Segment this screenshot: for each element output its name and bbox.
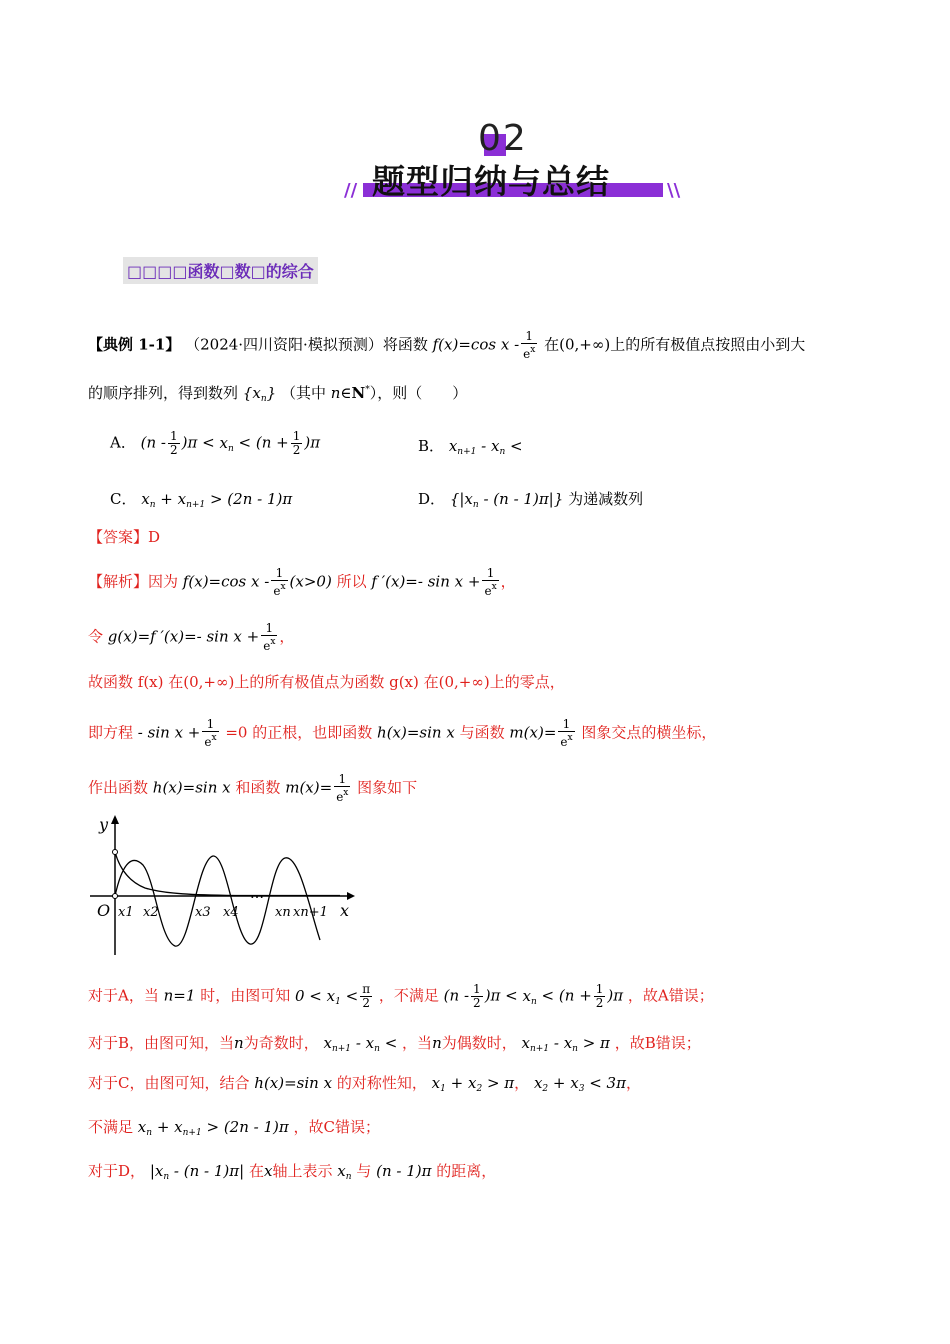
curve-h bbox=[115, 856, 320, 946]
frac-1-over-ex: $\frac{1}{e^x}$ bbox=[523, 329, 536, 361]
point-origin bbox=[113, 894, 118, 899]
y-axis-arrow bbox=[111, 815, 119, 824]
analysis-line-5: 作出函数 h(x)=sin x 和函数 m(x)= $\frac{1}{e^x}$ 图象如下 bbox=[88, 772, 418, 804]
example-source: （2024·四川资阳·模拟预测）将函数 bbox=[185, 335, 428, 354]
x-axis-label: x bbox=[340, 901, 350, 920]
option-d-tail: 为递减数列 bbox=[568, 490, 644, 508]
option-a-label: A． bbox=[110, 433, 136, 452]
ellipsis: … bbox=[250, 886, 264, 902]
section-heading: □□□□函数□数□的综合 bbox=[123, 257, 318, 284]
curve-m bbox=[115, 852, 340, 896]
point-m0 bbox=[113, 850, 118, 855]
label-x1: x1 bbox=[118, 905, 134, 920]
example-line-2 bbox=[88, 380, 467, 409]
option-a[interactable]: A． (n - $\frac{1}{2}$ )$\pi < x_n < (n$ + $\frac{1}{2}$ )π bbox=[110, 429, 321, 457]
label-x2: x2 bbox=[143, 905, 159, 920]
option-b-label: B． bbox=[418, 437, 445, 455]
section-number: 02 bbox=[478, 118, 528, 159]
function-graph bbox=[85, 810, 360, 960]
analysis-line-7: 对于B，由图可知，当n为奇数时， $x_{n+1} - x_n$ < ，当n为偶数时， $x_{n+1} - x_n > \pi$ ，故B错误； bbox=[88, 1034, 701, 1054]
example-after-func: 在(0,+∞)上的所有极值点按照由小到大 bbox=[544, 335, 806, 354]
example-tag: 【典例 1-1】 bbox=[88, 335, 181, 354]
label-xn1: xn+1 bbox=[293, 905, 328, 920]
example-line2-text: 的顺序排列，得到数列 bbox=[88, 384, 239, 402]
analysis-line-2: 令 g(x)=f ′(x)=- sin x + $\frac{1}{e^x}$ ， bbox=[88, 621, 295, 653]
analysis-line-4: 即方程 - sin x + $\frac{1}{e^x}$ =0 的正根，也即函数 h(x)=sin x 与函数 m(x)= $\frac{1}{e^x}$ 图象交点的横坐标， bbox=[88, 717, 717, 749]
option-b[interactable]: B． $x_{n+1} - x_n$ < bbox=[418, 437, 523, 457]
origin-label: O bbox=[97, 901, 111, 920]
label-x4: x4 bbox=[223, 905, 239, 920]
right-slash-decoration: \\ bbox=[667, 180, 681, 201]
analysis-line-10: 对于D， $|x_n - (n - 1)\pi|$ 在x轴上表示 $x_n$ 与 (n - 1)π 的距离， bbox=[88, 1162, 497, 1182]
option-c-label: C． bbox=[110, 490, 137, 508]
example-line-1 bbox=[88, 330, 805, 361]
analysis-line-6: 对于A，当 n=1 时，由图可知 $0 < x_1$ < $\frac{\pi}{2}$ ，不满足 (n - $\frac{1}{2}$ )$\pi < x_n < (n$ + $\frac{1}{2}$ )π ，故A错误； bbox=[88, 982, 714, 1010]
answer-line: 【答案】D bbox=[88, 528, 161, 546]
analysis-line-9: 不满足 $x_n + x_{n+1} > (2n - 1)\pi$ ，故C错误； bbox=[88, 1118, 381, 1138]
x-axis-arrow bbox=[347, 892, 355, 900]
analysis-line-8: 对于C，由图可知，结合 h(x)=sin x 的对称性知， $x_1 + x_2 > \pi$， $x_2 + x_3 < 3\pi$， bbox=[88, 1074, 641, 1094]
label-xn: xn bbox=[275, 905, 291, 920]
label-x3: x3 bbox=[195, 905, 211, 920]
left-slash-decoration: // bbox=[344, 180, 358, 201]
y-axis-label: y bbox=[99, 815, 109, 834]
option-d-label: D． bbox=[418, 490, 446, 508]
analysis-line-3: 故函数 f(x) 在(0,+∞)上的所有极值点为函数 g(x) 在(0,+∞)上的零点， bbox=[88, 673, 565, 691]
option-c[interactable]: C． $x_n + x_{n+1} > (2n - 1)\pi$ bbox=[110, 490, 293, 510]
page-title: 题型归纳与总结 bbox=[372, 162, 610, 201]
example-function: f(x)=cos x - bbox=[432, 335, 520, 354]
option-d[interactable]: D． $\{|x_n - (n - 1)\pi|\}$ 为递减数列 bbox=[418, 490, 644, 510]
analysis-line-1: 【解析】因为 f(x)=cos x - $\frac{1}{e^x}$ (x>0) 所以 f ′(x)=- sin x + $\frac{1}{e^x}$ ， bbox=[88, 566, 516, 598]
example-line2-tail: （其中 n∈N*），则（ ） bbox=[280, 384, 468, 402]
sequence-xn: $\{x_n\}$ bbox=[242, 384, 277, 404]
